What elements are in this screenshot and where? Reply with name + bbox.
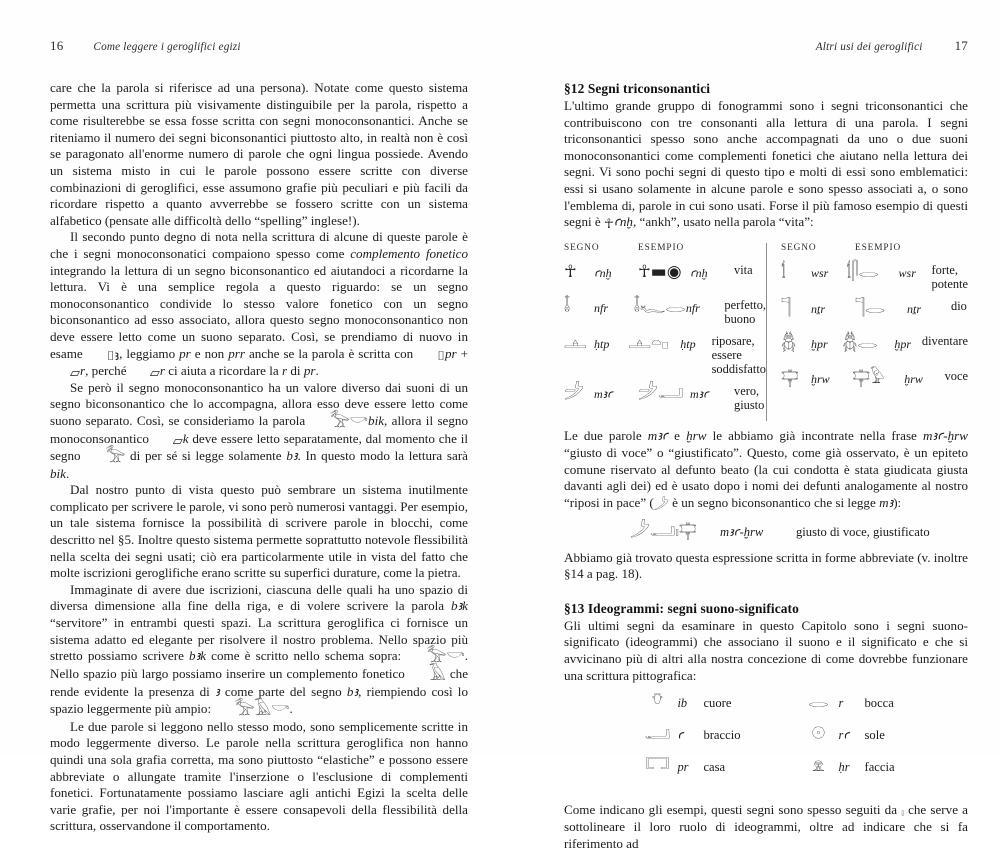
section12-intro-paragraph	[564, 98, 968, 231]
s12-after-text-a: Le due parole	[564, 428, 648, 444]
p3-emphasis-ba: bꜣ	[286, 447, 298, 463]
p2-emphasis-complemento-fonetico: complemento fonetico	[350, 245, 469, 261]
paragraph-2	[50, 229, 468, 379]
hieroglyph-pr: 𓉐	[645, 756, 670, 777]
transliteration-example: ꜥnḫ	[690, 266, 708, 281]
right-page	[500, 0, 1000, 851]
hieroglyph-example-ntr: 𓊹𓂋	[855, 298, 885, 319]
s12-emphasis-ankh: ꜥnḫ	[613, 214, 633, 230]
transliteration-ra: rꜥ	[838, 728, 850, 743]
s12-emphasis-maa: mꜣꜥ	[647, 428, 669, 444]
hieroglyph-sign-nfr: 𓄤	[564, 297, 571, 318]
section-heading-13: §13 Ideogrammi: segni suono-significato	[564, 600, 799, 616]
s13-closing-text-b: che serve a sottolineare il loro ruolo di ideogrammi, oltre ad indicare che si fa riferimento ad	[564, 802, 968, 851]
p2-text-c: , leggiamo	[119, 345, 180, 361]
p2-text-b: integrando la lettura di un segno biconsonantico ed aiutandoci a ricordarne la lettura. Vi è una semplice regola a questo riguardo: se un segno monoconsonantico condivide lo stesso valore fonetico con un segno biconsonantico ad esso associato, allora questo segno monoconsonantico non deve essere letto come un suono separato. Così, se prendiamo di nuovo in esame	[50, 262, 468, 361]
p5-text-d: . Nello spazio più largo possiamo inserire un complemento fonetico	[50, 648, 468, 682]
transliteration-example: mꜣꜥ	[690, 387, 709, 402]
hieroglyph-sign-wsr: 𓌀	[781, 262, 786, 283]
triconsonantal-table-right-column	[766, 243, 968, 421]
cell-meaning: diventare	[921, 334, 968, 349]
inline-hieroglyph-bik-a: 𓅡𓎡	[329, 411, 369, 432]
transliteration-expression: mꜣꜥ-ḫrw	[720, 524, 764, 539]
list-item	[799, 726, 895, 746]
inline-hieroglyph-ankh: ☥	[604, 217, 614, 233]
left-running-head-title: Come leggere i geroglifici egizi	[93, 41, 241, 53]
inline-hieroglyph-ba: 𓅡	[105, 446, 126, 467]
p5-text-c: come è scritto nello schema sopra:	[206, 648, 407, 664]
section12-closing-paragraph: Abbiamo già trovato questa espressione scritta in forme abbreviate (v. inoltre §14 a pag. 18).	[564, 549, 968, 582]
ideograms-right-column	[799, 694, 895, 790]
s12-emphasis-khrw: ḫrw	[686, 428, 707, 444]
transliteration-sign: mꜣꜥ	[594, 387, 613, 402]
p5-emphasis-bak-2: bꜣk	[189, 648, 207, 664]
hieroglyph-sign-htp: 𓊵	[564, 333, 587, 354]
cell-meaning: perfetto, buono	[724, 298, 766, 326]
transliteration-pr: pr	[677, 760, 689, 775]
transliteration-example: nfr	[685, 301, 700, 316]
p3-text-c: deve essere letto separatamente, dal momento che il segno	[50, 430, 468, 463]
p2-emphasis-pr-2: pr	[444, 345, 457, 361]
p5-text-b: “servitore” in entrambi questi spazi. La scrittura geroglifica ci fornisce un sistema adatto ed elegante per risolvere il nostro problema. Nello spazio più stretto possiamo scrivere	[50, 615, 468, 664]
table-row	[781, 335, 968, 361]
transliteration-sign: ḥtp	[594, 337, 610, 352]
cell-sign	[564, 385, 638, 402]
left-running-head	[50, 38, 468, 54]
inline-hieroglyph-bak-short: 𓅡𓎡	[426, 647, 465, 668]
inline-hieroglyph-pr-b: ⌷	[437, 348, 445, 364]
table-row	[564, 335, 766, 376]
transliteration-ib: ib	[677, 696, 688, 711]
hieroglyph-ayin: 𓂝	[644, 724, 671, 745]
hieroglyph-sign-ntr: 𓊹	[781, 298, 791, 319]
hieroglyph-example-htp: 𓊵𓏏𓊪	[628, 333, 669, 354]
p3-text-d: di per sé si legge solamente	[125, 447, 287, 463]
inline-hieroglyph-stroke: 𓏤	[901, 805, 904, 821]
list-item	[637, 726, 740, 746]
ideograms-left-column	[637, 694, 740, 790]
transliteration-hr: ḥr	[838, 760, 850, 775]
hieroglyph-example-khpr: 𓆣𓂋	[842, 333, 878, 354]
cell-sign	[781, 335, 842, 352]
cell-sign	[781, 370, 852, 387]
paragraph-5	[50, 582, 468, 719]
transliteration-sign: ꜥnḫ	[594, 266, 612, 281]
cell-meaning: dio	[951, 299, 967, 314]
cell-sign	[781, 300, 855, 317]
list-item	[637, 694, 740, 714]
p3-text-f: .	[66, 465, 70, 481]
spacer-after-table	[564, 421, 968, 428]
hieroglyph-example-nfr: 𓄤𓆑𓂋	[633, 297, 686, 318]
cell-sign	[564, 264, 638, 281]
transliteration-sign: ḫrw	[811, 372, 830, 387]
meaning-hr: faccia	[864, 760, 895, 775]
cell-sign	[564, 299, 634, 316]
column-header-segno-left: SEGNO	[564, 243, 600, 254]
cell-example	[634, 299, 725, 316]
transliteration-example: ḥtp	[680, 337, 696, 352]
inline-hieroglyph-r-b: ▱	[149, 365, 160, 381]
inline-hieroglyph-ma: 𓌳	[653, 497, 669, 513]
triconsonantal-table-left-column	[564, 243, 766, 421]
hieroglyph-sign-ankh: ☥	[564, 262, 577, 283]
table-row	[781, 264, 968, 291]
p2-emphasis-pr-3: pr	[303, 362, 316, 378]
p2-emphasis-r-2: r	[159, 362, 165, 378]
left-page	[0, 0, 500, 834]
inline-hieroglyph-bak-long: 𓅡𓄿𓎡	[234, 699, 290, 720]
p2-text-i: di	[287, 362, 304, 378]
s12-after-text-f: ):	[893, 494, 902, 510]
cell-sign	[564, 335, 628, 352]
s13-closing-text-a: Come indicano gli esempi, questi segni sono spesso seguiti da	[564, 802, 902, 818]
hieroglyph-r: 𓂋	[808, 692, 829, 713]
hieroglyph-example-maa: 𓌶𓂝	[638, 383, 684, 404]
table-row	[564, 299, 766, 326]
p2-emphasis-prr: prr	[228, 345, 245, 361]
right-folio-number: 17	[954, 38, 968, 53]
p5-text-h: .	[289, 700, 293, 716]
section-heading-12: §12 Segni triconsonantici	[564, 81, 711, 96]
hieroglyph-example-ankh: ☥▬◉	[638, 262, 682, 283]
transliteration-sign: wsr	[811, 266, 829, 281]
hieroglyph-example-khrw: 𓊡𓅱	[852, 368, 885, 389]
hieroglyph-hr: 𓁷	[812, 756, 825, 777]
table-row	[564, 385, 766, 412]
s12-intro-text-b: , “ankh”, usato nella parola “vita”:	[632, 214, 814, 230]
cell-example	[847, 264, 932, 281]
inline-hieroglyph-phonetic-complement-a: 𓄿	[428, 665, 446, 686]
table-row	[781, 300, 968, 326]
right-running-head	[564, 38, 968, 54]
transliteration-example: nṯr	[907, 302, 922, 317]
p2-text-a: Il secondo punto degno di nota nella scrittura di alcune di queste parole è che i segni monoconsonatici compaiono spesso come	[50, 229, 468, 261]
meaning-expression: giusto di voce, giustificato	[796, 524, 930, 539]
hieroglyph-ra: 𓇳	[811, 724, 826, 745]
p5-text-g: , riempiendo così lo spazio leggermente più ampio:	[50, 684, 468, 716]
meaning-ra: sole	[864, 728, 885, 743]
cell-example	[628, 335, 711, 352]
transliteration-r: r	[838, 696, 844, 711]
p2-text-e: anche se la parola è scritta con	[244, 345, 418, 361]
list-item	[799, 758, 895, 778]
p3-text-b: , allora il segno monoconsonantico	[50, 412, 468, 446]
expression-example-maa-kheru	[630, 520, 968, 541]
p5-text-e: che rende evidente la presenza di	[50, 666, 469, 700]
cell-meaning: vero, giusto	[734, 384, 765, 412]
meaning-ib: cuore	[703, 696, 732, 711]
inline-hieroglyph-r-a: ▱	[70, 365, 80, 381]
column-header-esempio-left: ESEMPIO	[638, 243, 685, 254]
cell-meaning: forte, potente	[931, 263, 969, 291]
left-folio-number: 16	[50, 38, 64, 53]
section12-after-table-paragraph	[564, 428, 968, 511]
hieroglyph-sign-khpr: 𓆣	[781, 333, 797, 354]
p2-text-f: +	[456, 345, 468, 361]
p2-emphasis-r-3: r	[281, 362, 288, 378]
table-row	[564, 264, 766, 290]
s12-after-text-c: le abbiamo già incontrate nella frase	[706, 428, 923, 444]
column-header-esempio-right: ESEMPIO	[855, 243, 902, 254]
p2-text-g: , perché	[85, 362, 130, 378]
p3-emphasis-bik-1: bik	[368, 412, 385, 428]
s12-after-text-b: e	[668, 428, 687, 444]
transliteration-example: ḫrw	[904, 372, 923, 387]
transliteration-sign: nfr	[594, 301, 609, 316]
cell-example	[638, 385, 734, 402]
cell-meaning: vita	[734, 263, 753, 278]
p3-emphasis-k: k	[182, 430, 189, 446]
paragraph-3	[50, 380, 468, 483]
cell-meaning: riposare, essere soddisfatto	[711, 334, 766, 376]
s12-intro-text-a: L'ultimo grande gruppo di fonogrammi sono i segni triconsonantici che contribuiscono con tre consonanti alla lettura di una parola. I segni triconsonantici spesso sono anche accompagnati da uno o due suoni monoconsonantici come complementi fonetici che aiutano nella lettura dei segni. Vi sono pochi segni di questo tipo e molti di essi sono emblematici: essi si usano solamente in alcune parole e sono spesso associati a, o sono l'emblema di, parole in cui sono usati. Forse il più famoso esempio di questi segni è	[564, 98, 968, 230]
inline-hieroglyph-k: ▱	[172, 433, 183, 449]
hieroglyph-expression-maa-kheru: 𓌳𓂝𓏤𓊡	[630, 520, 697, 541]
cell-meaning: voce	[944, 369, 968, 384]
cell-example	[855, 300, 951, 317]
section13-closing-paragraph	[564, 802, 968, 852]
meaning-ayin: braccio	[703, 728, 741, 743]
table-header-row-right	[781, 243, 968, 253]
p2-text-h: ci aiuta a ricordare la	[164, 362, 282, 378]
p2-text-j: .	[315, 362, 319, 378]
triconsonantal-signs-table	[564, 243, 968, 421]
right-running-head-title: Altri usi dei geroglifici	[815, 41, 923, 53]
meaning-pr: casa	[703, 760, 726, 775]
p5-emphasis-bak-1: bꜣk	[450, 598, 468, 614]
paragraph-6: Le due parole si leggono nello stesso modo, sono semplicemente scritte in modo leggermente diverso. Le parole nella scrittura geroglifica non hanno quindi una sola grafia corretta, ma sono piuttosto “elastiche” e possono essere abbreviate o allungate tramite l'inserzione o l'esclusione di complementi fonetici. Fortunatamente possiamo lasciare agli antichi Egizi la scelta delle varie grafie, per noi l'importante è essere consapevoli della flessibilità della scrittura, osservandone il comportamento.	[50, 718, 468, 834]
column-header-segno-right: SEGNO	[781, 243, 817, 254]
transliteration-ayin: ꜥ	[677, 728, 684, 743]
table-header-row-left	[564, 243, 766, 253]
list-item	[799, 694, 895, 714]
s12-after-text-e: è un segno biconsonantico che si legge	[668, 494, 880, 510]
list-item	[637, 758, 740, 778]
transliteration-example: wsr	[898, 266, 916, 281]
p3-emphasis-bik-2: bik	[50, 465, 66, 481]
paragraph-1: care che la parola si riferisce ad una persona). Notate come questo sistema permetta una scrittura più visivamente distinguibile per la parola, rispetto a come risulterebbe se essa fosse scritta con segni monoconsonantici. Anche se riteniamo il numero dei segni biconsonantici piuttosto alto, in realtà non è così se paragonato all'enorme numero di parole che ogni lingua possiede. Avendo un sistema misto in cui le parole possono essere scritte con diverse combinazioni di geroglifici, esse assumono grafie più peculiari e più facili da ricordare rispetto a quanto avverrebbe se fossero scritte con un sistema alfabetico (pensate alle difficoltà dello “spelling” inglese!).	[50, 80, 468, 228]
cell-example	[842, 335, 922, 352]
hieroglyph-sign-khrw: 𓊡	[781, 368, 799, 389]
hieroglyph-sign-maa: 𓌶	[564, 383, 584, 404]
hieroglyph-example-wsr: 𓌀𓋴𓂋	[846, 262, 879, 283]
p3-text-e: . In questo modo la lettura sarà	[297, 447, 468, 463]
p5-emphasis-aleph: ꜣ	[215, 684, 220, 700]
paragraph-4: Dal nostro punto di vista questo può sembrare un sistema inutilmente complicato per scrivere le parole, vi sono però numerosi vantaggi. Per esempio, un tale sistema fornisce la possibilità di scrivere parole in blocchi, come descritto nel §5. Inoltre questo sistema permette soprattutto notevole flessibilità nella scelta dei segni usati; ciò era particolarmente utile in vista del fatto che molte iscrizioni geroglifiche erano scritte su superfici durature, come la pietra.	[50, 482, 468, 581]
p2-text-d: e non	[190, 345, 229, 361]
transliteration-sign: ḫpr	[811, 337, 828, 352]
p5-text-a: Immaginate di avere due iscrizioni, ciascuna delle quali ha uno spazio di diversa dimensione alla fine della riga, e di volere scrivere la parola	[50, 581, 468, 614]
p3-text-a: Se però il segno monoconsonantico ha un valore diverso dai suoni di un segno biconsonantico che lo accompagna, allora esso deve essere letto come suono separato. Così, se consideriamo la parola	[50, 379, 468, 428]
cell-sign	[781, 264, 847, 281]
transliteration-example: ḫpr	[894, 337, 911, 352]
s12-emphasis-maa-khrw: mꜣꜥ-ḫrw	[922, 428, 968, 444]
ideograms-table	[564, 694, 968, 790]
table-row	[781, 370, 968, 396]
s12-after-text-d: “giusto di voce” o “giustificato”. Questo, come già osservato, è un epiteto comune riservato al defunto beato (la cui condotta è stata giudicata giusta davanti agli dei) ed è usato dopo i nomi dei defunti analogamente al nostro “riposi in pace” (	[564, 444, 968, 510]
p2-emphasis-pr: pr	[179, 345, 191, 361]
meaning-r: bocca	[864, 696, 894, 711]
s12-emphasis-ma: mꜣ	[879, 494, 894, 510]
cell-example	[638, 264, 734, 281]
transliteration-sign: nṯr	[811, 302, 826, 317]
cell-example	[852, 370, 944, 387]
p5-text-f: come parte del segno	[219, 684, 347, 700]
hieroglyph-ib: 𓄣	[651, 692, 664, 713]
p2-emphasis-r-1: r	[80, 362, 86, 378]
inline-hieroglyph-pr-a: ⌷ꜣ	[106, 348, 120, 364]
p5-emphasis-ba: bꜣ	[346, 684, 359, 700]
section13-intro-paragraph: Gli ultimi segni da esaminare in questo Capitolo sono i segni suono-significato (ideogrammi) che associano il suono e il significato e che si avvicinano più di altri alla nostra concezione di come dovrebbe funzionare una scrittura pittografica:	[564, 617, 968, 683]
